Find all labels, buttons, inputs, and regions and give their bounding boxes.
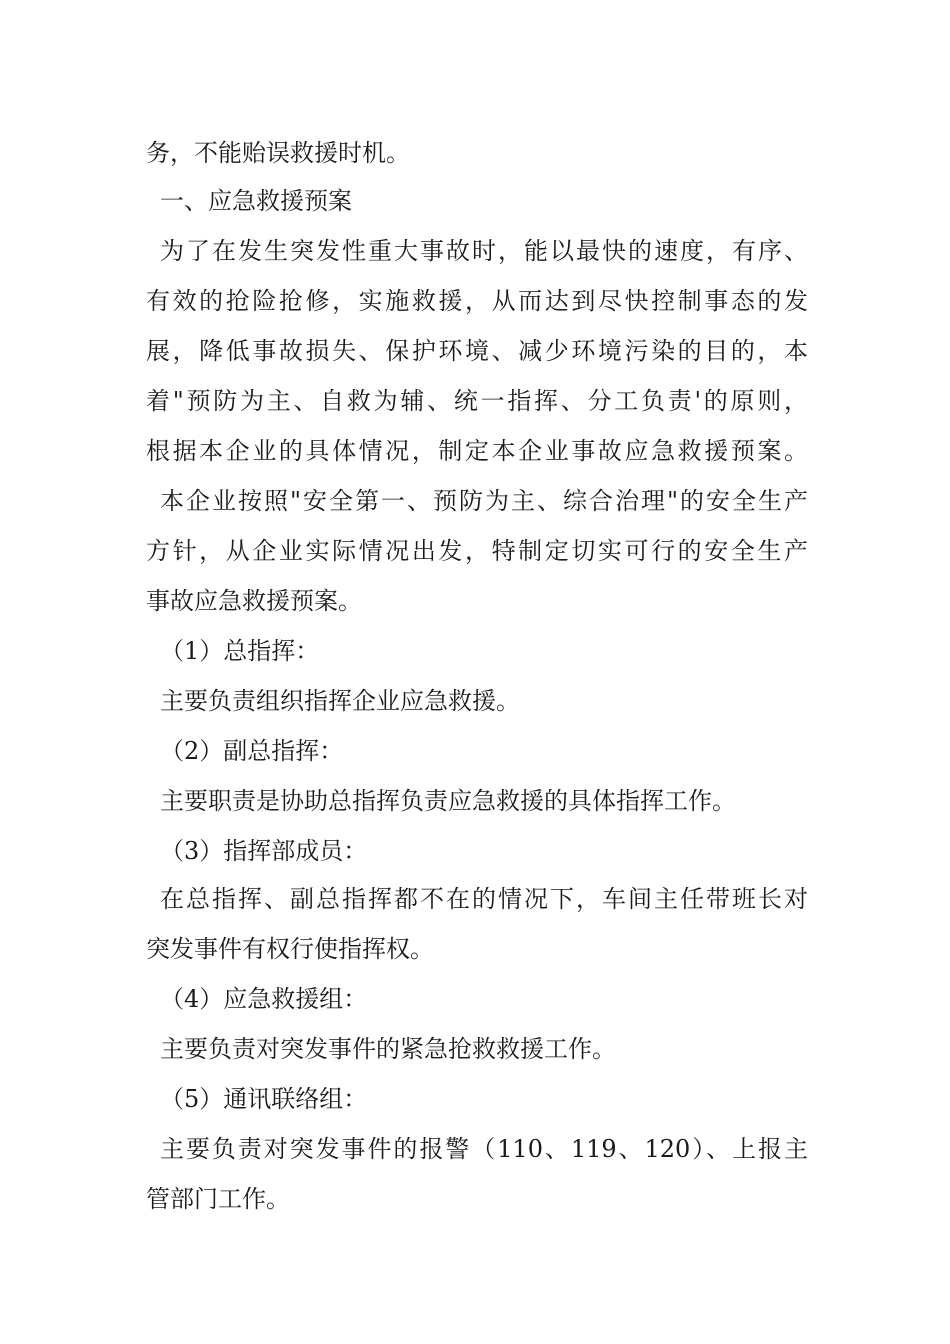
item-heading-2: （2）副总指挥：: [160, 737, 344, 765]
text-line-10: 事故应急救援预案。: [146, 587, 362, 615]
item-body-1: 主要负责组织指挥企业应急救援。: [160, 687, 520, 715]
section-heading: 一、应急救援预案: [160, 187, 352, 215]
item-body-5b: 管部门工作。: [146, 1185, 290, 1213]
text-line-9: 方针，从企业实际情况出发，特制定切实可行的安全生产: [146, 537, 808, 565]
item-heading-1: （1）总指挥：: [160, 637, 320, 665]
item-heading-4: （4）应急救援组：: [160, 985, 368, 1013]
item-body-3a: 在总指挥、副总指挥都不在的情况下，车间主任带班长对: [160, 885, 808, 913]
item-body-5a: 主要负责对突发事件的报警（110、119、120）、上报主: [160, 1135, 808, 1163]
text-line-1: 务，不能贻误救援时机。: [146, 139, 410, 167]
item-heading-5: （5）通讯联络组：: [160, 1085, 368, 1113]
item-body-4: 主要负责对突发事件的紧急抢救救援工作。: [160, 1035, 616, 1063]
item-body-2: 主要职责是协助总指挥负责应急救援的具体指挥工作。: [160, 787, 736, 815]
text-line-3: 为了在发生突发性重大事故时，能以最快的速度，有序、: [160, 237, 808, 265]
text-line-5: 展，降低事故损失、保护环境、减少环境污染的目的，本: [146, 337, 808, 365]
item-heading-3: （3）指挥部成员：: [160, 837, 368, 865]
text-line-8: 本企业按照"安全第一、预防为主、综合治理"的安全生产: [160, 487, 808, 515]
text-line-4: 有效的抢险抢修，实施救援，从而达到尽快控制事态的发: [146, 287, 808, 315]
text-line-6: 着"预防为主、自救为辅、统一指挥、分工负责'的原则，: [146, 387, 808, 415]
item-body-3b: 突发事件有权行使指挥权。: [146, 935, 434, 963]
text-line-7: 根据本企业的具体情况，制定本企业事故应急救援预案。: [146, 437, 808, 465]
